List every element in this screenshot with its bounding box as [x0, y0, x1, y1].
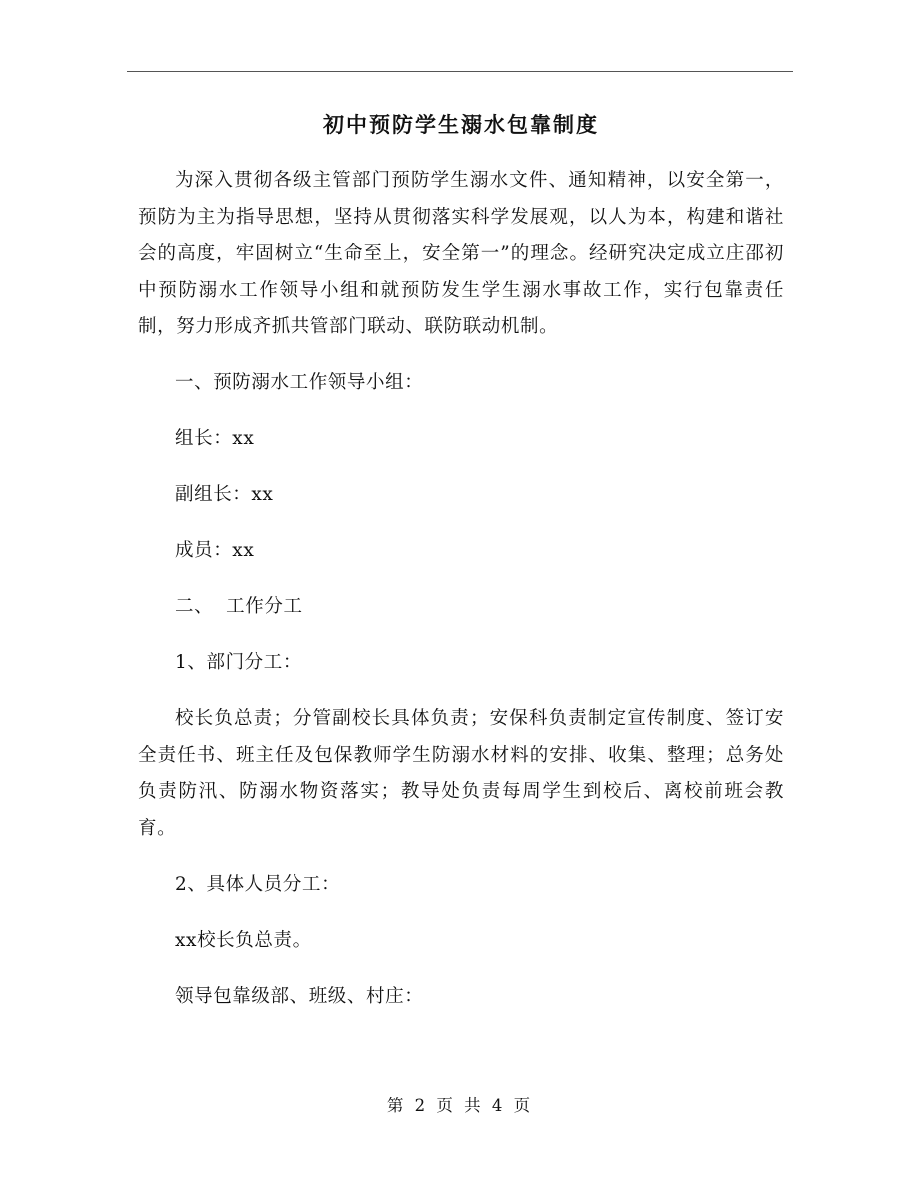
- section-2-heading: 二、 工作分工: [175, 596, 303, 617]
- subsection-1-heading: 1、部门分工：: [175, 652, 302, 673]
- deputy-leader-line: 副组长：xx: [175, 484, 274, 505]
- intro-paragraph: 为深入贯彻各级主管部门预防学生溺水文件、通知精神，以安全第一，预防为主为指导思想，坚持从贯彻落实科学发展观，以人为本，构建和谐社会的高度，牢固树立“生命至上，安全第一”的理念。经研究决定成立庄邵初中预防溺水工作领导小组和就预防发生学生溺水事故工作，实行包靠责任制，努力形成齐抓共管部门联动、联防联动机制。: [138, 170, 784, 337]
- page-number: 第 2 页 共 4 页: [386, 1096, 534, 1115]
- leader-line: 组长：xx: [175, 428, 255, 449]
- department-division-paragraph: 校长负总责；分管副校长具体负责；安保科负责制定宣传制度、签订安全责任书、班主任及包保教师学生防溺水材料的安排、收集、整理；总务处负责防汛、防溺水物资落实；教导处负责每周学生到校后、离校前班会教育。: [138, 708, 784, 839]
- section-1-heading: 一、预防溺水工作领导小组：: [175, 372, 424, 393]
- document-title: 初中预防学生溺水包靠制度: [323, 112, 599, 137]
- members-line: 成员：xx: [175, 540, 255, 561]
- leadership-assignment-line: 领导包靠级部、班级、村庄：: [175, 985, 424, 1007]
- header-rule: [127, 71, 793, 72]
- subsection-2-heading: 2、具体人员分工：: [175, 873, 341, 895]
- document-body: [138, 110, 784, 1015]
- principal-responsibility-line: xx校长负总责。: [175, 929, 312, 951]
